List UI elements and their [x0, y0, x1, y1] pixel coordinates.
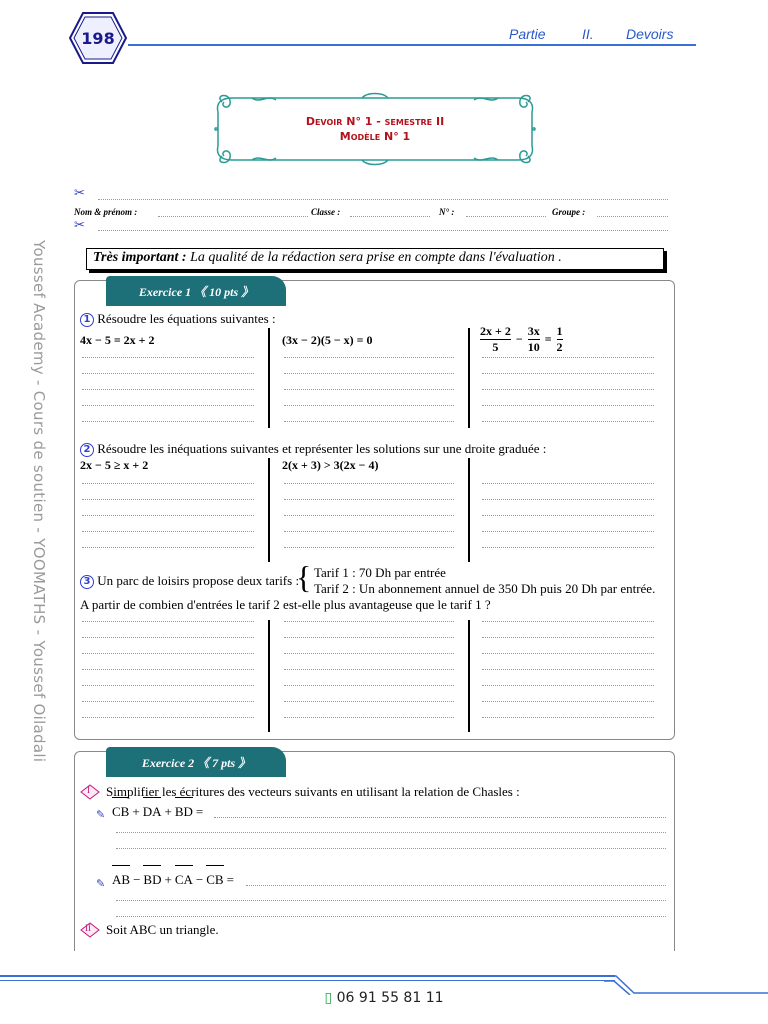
devoir-title — [212, 114, 538, 144]
inequation-2: 2(x + 3) > 3(2x − 4) — [282, 458, 379, 472]
answer-line[interactable] — [482, 669, 654, 670]
vector-operator: + — [164, 872, 172, 887]
vector-arrow — [112, 797, 129, 803]
answer-line[interactable] — [482, 637, 654, 638]
scissors-icon: ✂ — [74, 186, 85, 201]
answer-line[interactable] — [82, 405, 254, 406]
numero-label: N° : — [439, 207, 455, 217]
column-divider — [268, 458, 270, 562]
groupe-field[interactable] — [597, 216, 668, 217]
answer-line[interactable] — [82, 515, 254, 516]
answer-line[interactable] — [482, 531, 654, 532]
answer-line[interactable] — [482, 421, 654, 422]
answer-line[interactable] — [82, 653, 254, 654]
brace: { — [296, 559, 312, 595]
phone-icon: ▯ — [324, 990, 333, 1006]
vector-CB: CB — [112, 804, 129, 820]
answer-line[interactable] — [82, 421, 254, 422]
answer-line[interactable] — [82, 621, 254, 622]
answer-line[interactable] — [116, 832, 666, 833]
eq3-frac1-num: 2x + 2 — [480, 324, 511, 338]
vector-expression-1 — [112, 804, 203, 820]
exercise1-tab: Exercice 1 《 10 pts 》 — [106, 276, 286, 306]
answer-line[interactable] — [284, 717, 454, 718]
vector-BD: BD — [175, 804, 193, 820]
nom-field[interactable] — [158, 216, 308, 217]
answer-line[interactable] — [284, 421, 454, 422]
footer-rule — [0, 980, 615, 981]
title-line1: Devoir N° 1 - semestre II — [305, 115, 445, 128]
answer-line[interactable] — [82, 357, 254, 358]
groupe-label: Groupe : — [552, 207, 586, 217]
classe-field[interactable] — [350, 216, 430, 217]
answer-line[interactable] — [284, 405, 454, 406]
vector-arrow — [143, 797, 162, 803]
eq3-frac3-num: 1 — [556, 324, 563, 338]
header-part-number: II. — [582, 26, 594, 42]
answer-line[interactable] — [284, 669, 454, 670]
footer-rule — [0, 975, 615, 977]
classe-label: Classe : — [311, 207, 341, 217]
vector-CB: CB — [206, 872, 223, 888]
part1-text: Simplifier les écritures des vecteurs suivants en utilisant la relation de Chasles : — [106, 784, 520, 799]
vector-expression-2 — [112, 872, 234, 888]
column-divider — [268, 328, 270, 428]
answer-line[interactable] — [284, 637, 454, 638]
cut-line — [98, 199, 668, 200]
ex1-q2-statement — [80, 441, 546, 457]
part2-number: II — [85, 923, 91, 933]
ex2-part2-statement — [80, 922, 219, 938]
diamond-icon — [80, 784, 100, 800]
answer-line[interactable] — [284, 389, 454, 390]
phone-number: 06 91 55 81 11 — [336, 990, 444, 1006]
vector-arrow — [175, 797, 193, 803]
answer-line[interactable] — [482, 547, 654, 548]
vector-operator: + — [132, 804, 140, 819]
answer-line[interactable] — [482, 483, 654, 484]
answer-line[interactable] — [284, 357, 454, 358]
cut-line — [98, 230, 668, 231]
ex1-q1-statement — [80, 311, 276, 327]
page-number: 198 — [81, 28, 115, 48]
eq3-frac2-den: 10 — [527, 340, 540, 354]
equals-sign: = — [226, 872, 234, 887]
answer-line[interactable] — [82, 717, 254, 718]
answer-line[interactable] — [284, 701, 454, 702]
answer-line[interactable] — [82, 389, 254, 390]
answer-line[interactable] — [82, 499, 254, 500]
tarif-2: Tarif 2 : Un abonnement annuel de 350 Dh puis 20 Dh par entrée. — [314, 581, 656, 596]
vector-arrow — [143, 865, 161, 871]
q3-text: Un parc de loisirs propose deux tarifs : — [97, 573, 300, 588]
important-note — [86, 248, 664, 270]
vector-operator: − — [133, 872, 141, 887]
part1-number: I — [87, 785, 90, 795]
answer-line[interactable] — [482, 685, 654, 686]
answer-line[interactable] — [82, 483, 254, 484]
answer-line[interactable] — [82, 373, 254, 374]
vector-arrow — [112, 865, 130, 871]
q3-question: A partir de combien d'entrées le tarif 2 est-elle plus avantageuse que le tarif 1 ? — [80, 597, 491, 612]
answer-line[interactable] — [284, 373, 454, 374]
answer-line[interactable] — [116, 916, 666, 917]
answer-line[interactable] — [482, 389, 654, 390]
answer-line[interactable] — [284, 531, 454, 532]
equation-2: (3x − 2)(5 − x) = 0 — [282, 333, 373, 347]
pen-icon: ✎ — [96, 808, 106, 821]
header-rule — [128, 44, 696, 46]
important-text: La qualité de la rédaction sera prise en compte dans l'évaluation . — [186, 250, 562, 265]
pen-icon: ✎ — [96, 877, 106, 890]
answer-line[interactable] — [482, 621, 654, 622]
title-line2: Modèle N° 1 — [339, 130, 411, 143]
answer-line[interactable] — [482, 357, 654, 358]
vector-AB: AB — [112, 872, 130, 888]
header-part: Partie — [509, 26, 546, 42]
footer-contact — [0, 990, 768, 1006]
answer-line[interactable] — [284, 685, 454, 686]
answer-line[interactable] — [482, 373, 654, 374]
inequation-1: 2x − 5 ≥ x + 2 — [80, 458, 149, 472]
answer-line[interactable] — [82, 669, 254, 670]
sidebar-watermark — [24, 240, 48, 780]
answer-line[interactable] — [482, 515, 654, 516]
answer-line[interactable] — [284, 483, 454, 484]
vector-operator: − — [195, 872, 204, 887]
column-divider — [268, 620, 270, 732]
eq3-frac1-den: 5 — [480, 339, 511, 355]
equals-sign: = — [195, 804, 204, 819]
column-divider — [468, 620, 470, 732]
answer-line[interactable] — [284, 515, 454, 516]
vector-arrow — [206, 865, 223, 871]
important-bold: Très important : — [93, 250, 187, 265]
equation-3: $\frac{2x + 2}{5}$ − $\frac{3x}{10}$ = $\frac{1}{2}$ — [480, 324, 563, 354]
nom-label: Nom & prénom : — [74, 207, 138, 217]
answer-line[interactable] — [116, 848, 666, 849]
q1-text: Résoudre les équations suivantes : — [97, 311, 276, 326]
q1-number: 1 — [80, 313, 94, 327]
exercise2-box — [74, 751, 675, 951]
answer-line[interactable] — [246, 885, 666, 886]
sidebar-text: Youssef Academy - Cours de soutien - YOOMATHS - Youssef Oiladali — [30, 240, 48, 763]
answer-line[interactable] — [284, 653, 454, 654]
exercise2-tab: Exercice 2 《 7 pts 》 — [106, 747, 286, 777]
answer-line[interactable] — [284, 499, 454, 500]
answer-line[interactable] — [482, 717, 654, 718]
answer-line[interactable] — [284, 621, 454, 622]
answer-line[interactable] — [116, 900, 666, 901]
vector-arrow — [175, 865, 193, 871]
answer-line[interactable] — [482, 499, 654, 500]
scissors-icon: ✂ — [74, 218, 85, 233]
header-section: Devoirs — [626, 26, 674, 42]
answer-line[interactable] — [82, 547, 254, 548]
tarif-1: Tarif 1 : 70 Dh par entrée — [314, 565, 446, 580]
ex1-q3-statement — [80, 573, 299, 589]
answer-line[interactable] — [482, 405, 654, 406]
part2-text: Soit ABC un triangle. — [106, 922, 219, 937]
column-divider — [468, 328, 470, 428]
exercise1-box — [74, 280, 675, 740]
answer-line[interactable] — [82, 531, 254, 532]
numero-field[interactable] — [466, 216, 546, 217]
answer-line[interactable] — [214, 817, 666, 818]
vector-BD: BD — [143, 872, 161, 888]
equation-1: 4x − 5 = 2x + 2 — [80, 333, 155, 347]
answer-line[interactable] — [482, 653, 654, 654]
vector-DA: DA — [143, 804, 162, 820]
answer-line[interactable] — [82, 685, 254, 686]
answer-line[interactable] — [284, 547, 454, 548]
column-divider — [468, 458, 470, 562]
vector-operator: + — [164, 804, 172, 819]
q3-number: 3 — [80, 575, 94, 589]
answer-line[interactable] — [482, 701, 654, 702]
eq3-frac3-den: 2 — [556, 340, 563, 354]
q2-text: Résoudre les inéquations suivantes et représenter les solutions sur une droite graduée : — [97, 441, 547, 456]
answer-line[interactable] — [82, 701, 254, 702]
eq3-frac2-num: 3x — [527, 324, 540, 338]
answer-line[interactable] — [82, 637, 254, 638]
q2-number: 2 — [80, 443, 94, 457]
vector-CA: CA — [175, 872, 193, 888]
